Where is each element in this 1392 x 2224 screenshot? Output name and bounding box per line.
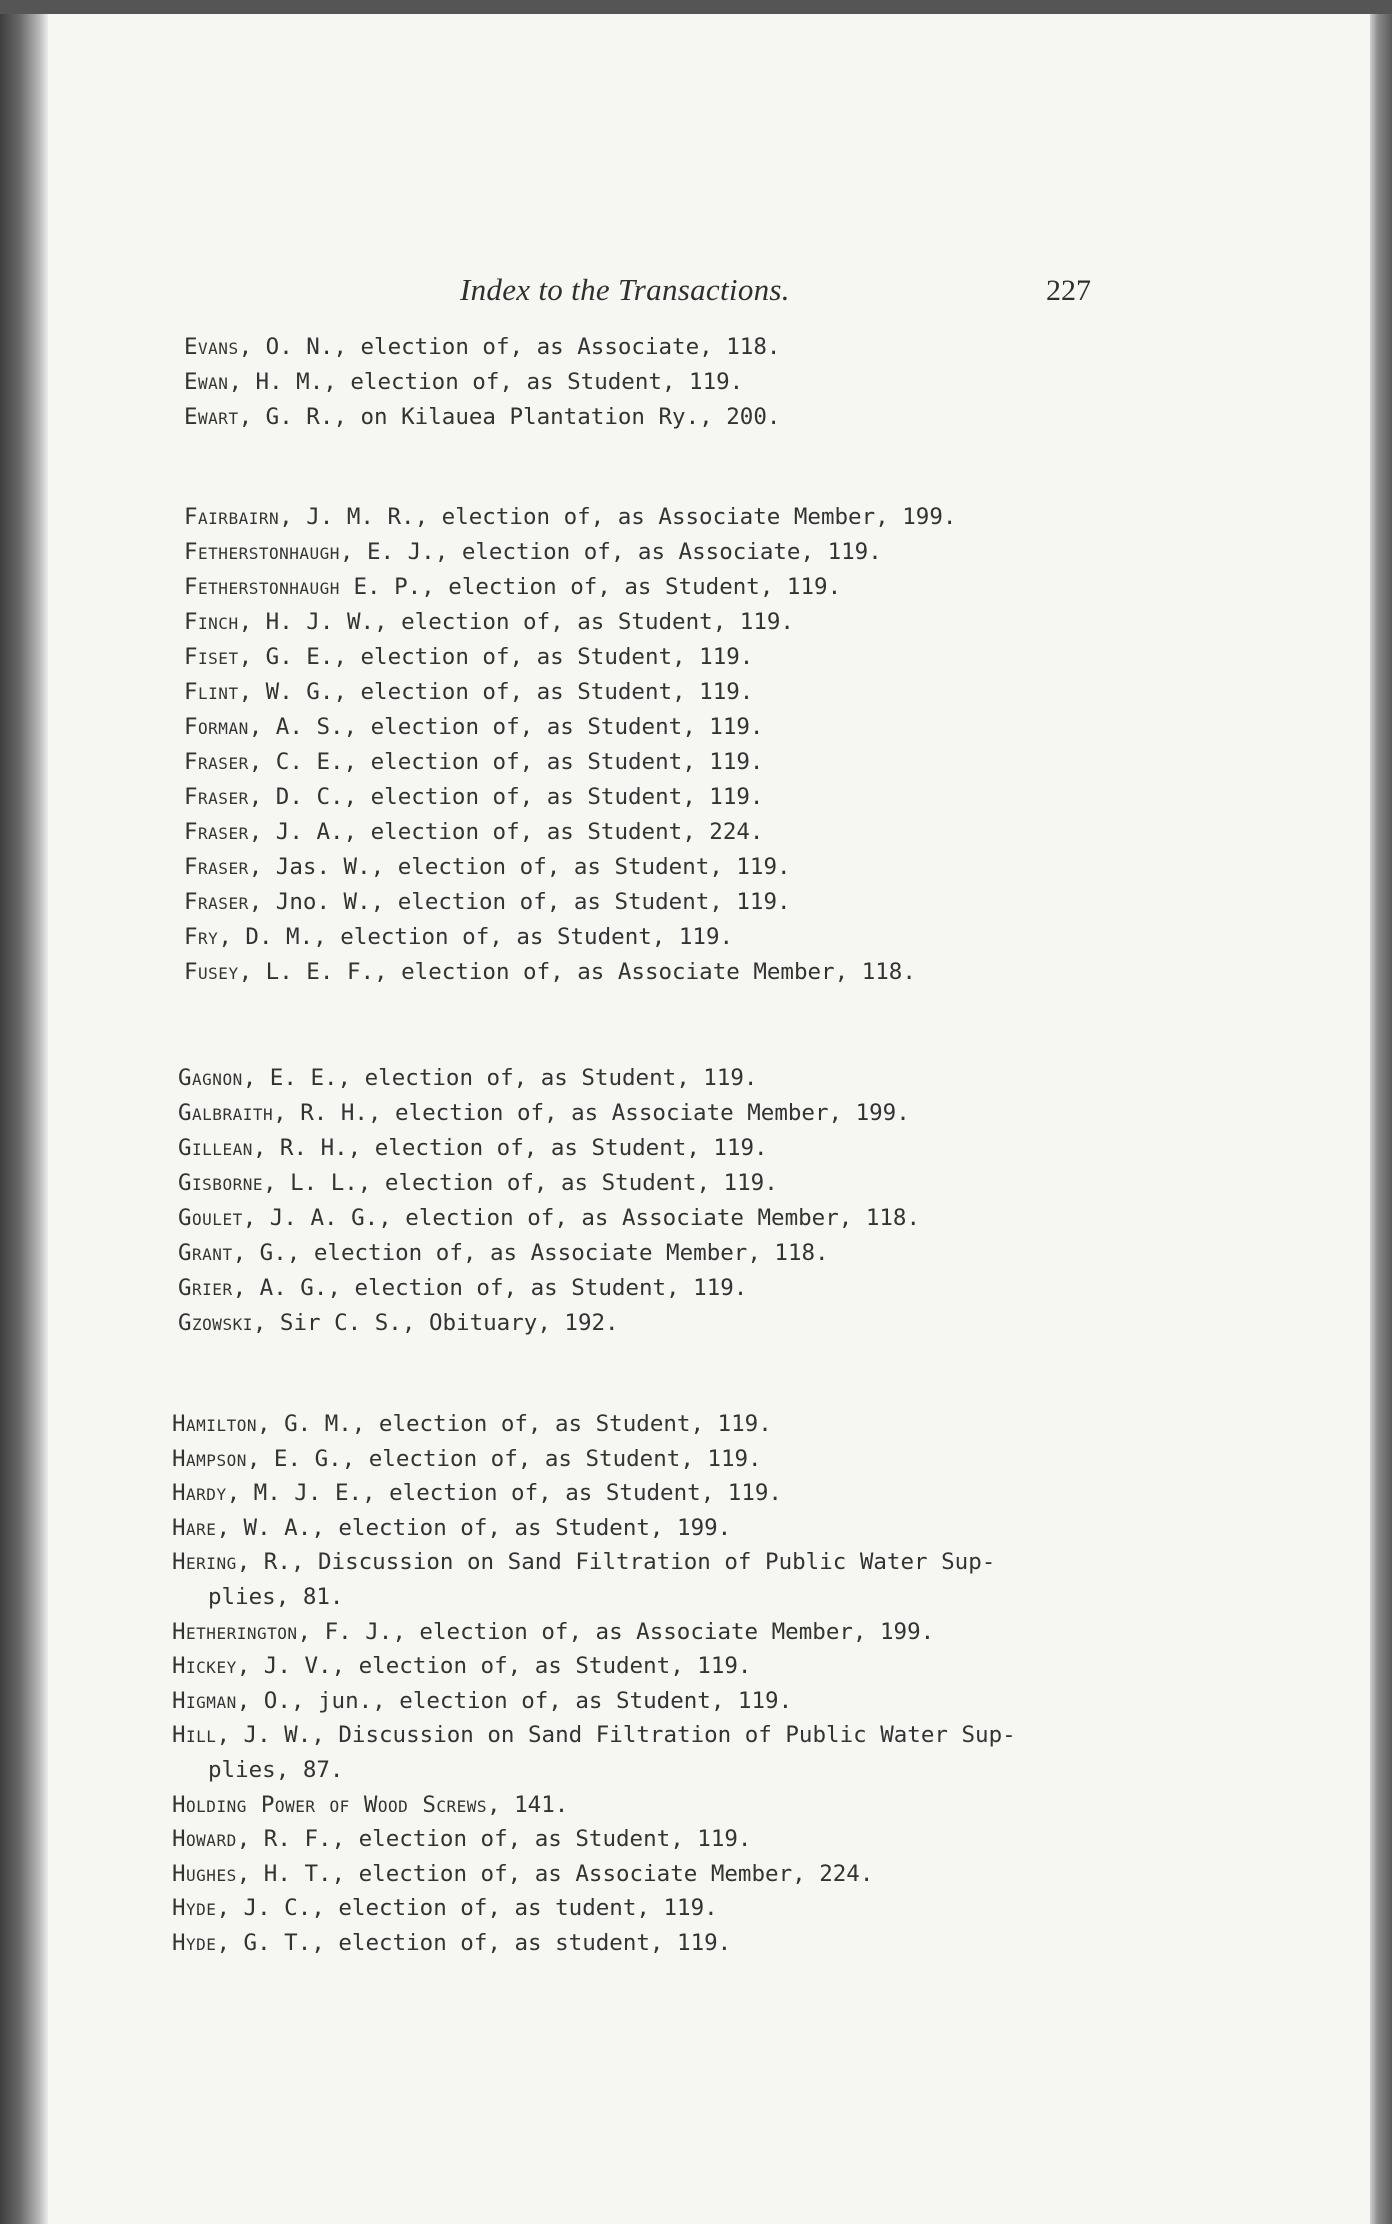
entry-name: Flint: [184, 679, 239, 705]
entry-text: , G. R., on Kilauea Plantation Ry., 200.: [238, 404, 781, 430]
entry-text: , H. M., election of, as Student, 119.: [228, 369, 744, 395]
index-entry: [184, 815, 1392, 850]
entry-text: , J. V., election of, as Student, 119.: [236, 1653, 752, 1680]
entry-text: , E. J., election of, as Associate, 119.: [339, 539, 882, 565]
entry-text: , G., election of, as Associate Member, 118.: [232, 1240, 829, 1266]
entry-name: Fraser: [184, 784, 249, 810]
entry-text: E. P., election of, as Student, 119.: [339, 574, 842, 600]
index-entry: [178, 1061, 1392, 1096]
index-entry: [184, 365, 1392, 400]
entry-text: , C. E., election of, as Student, 119.: [248, 749, 764, 775]
index-entry: [184, 640, 1392, 675]
index-entry: [172, 1891, 1392, 1926]
entry-name: Gagnon: [178, 1065, 243, 1091]
entry-name: Howard: [172, 1826, 237, 1853]
index-entry: [184, 570, 1392, 605]
entry-text: , E. G., election of, as Student, 119.: [246, 1445, 762, 1472]
index-entry: [172, 1684, 1392, 1719]
entry-name: Grant: [178, 1240, 233, 1266]
scan-top-border: [0, 0, 1392, 14]
index-entry: [184, 920, 1392, 955]
entry-name: Ewan: [184, 369, 229, 395]
entry-name: Fraser: [184, 749, 249, 775]
entry-name: Gillean: [178, 1135, 253, 1161]
entry-name: Hill: [172, 1722, 217, 1749]
entry-text: , W. G., election of, as Student, 119.: [238, 679, 754, 705]
entry-name: Fraser: [184, 819, 249, 845]
book-spine-shadow: [0, 14, 48, 2224]
index-entry: [172, 1857, 1392, 1892]
entry-name: Gzowski: [178, 1310, 253, 1336]
index-entry: [172, 1442, 1392, 1477]
entry-text: , J. W., Discussion on Sand Filtration of Public Water Sup-: [216, 1722, 1016, 1749]
entry-text: , J. A., election of, as Student, 224.: [248, 819, 764, 845]
entry-text: , 141.: [487, 1791, 569, 1818]
book-page: [48, 14, 1370, 2224]
entry-name: Hering: [172, 1549, 237, 1576]
entry-name: Finch: [184, 609, 239, 635]
entry-text: , E. E., election of, as Student, 119.: [242, 1065, 758, 1091]
index-entry: [184, 850, 1392, 885]
entry-text: , G. T., election of, as student, 119.: [216, 1929, 732, 1956]
index-section-h: [172, 1407, 1392, 1961]
entry-text: , R. H., election of, as Student, 119.: [252, 1135, 768, 1161]
entry-text: , W. A., election of, as Student, 199.: [216, 1514, 732, 1541]
entry-name: Hyde: [172, 1895, 217, 1922]
entry-text: , A. G., election of, as Student, 119.: [232, 1275, 748, 1301]
entry-name: Hickey: [172, 1653, 237, 1680]
index-entry: [184, 400, 1392, 435]
index-entry: [184, 500, 1392, 535]
entry-text: , F. J., election of, as Associate Member, 199.: [297, 1618, 935, 1645]
index-entry: [184, 710, 1392, 745]
index-section-e: [184, 330, 1392, 435]
entry-text: , J. M. R., election of, as Associate Member, 199.: [279, 504, 957, 530]
index-entry: [172, 1476, 1392, 1511]
index-entry: [172, 1545, 1112, 1614]
index-entry: [184, 675, 1392, 710]
entry-text: , R. H., election of, as Associate Member, 199.: [273, 1100, 910, 1126]
entry-text: , Jas. W., election of, as Student, 119.: [248, 854, 791, 880]
entry-name: Fraser: [184, 889, 249, 915]
index-entry: [172, 1615, 1392, 1650]
index-entry: [172, 1822, 1392, 1857]
entry-name: Hughes: [172, 1860, 237, 1887]
index-entry: [178, 1096, 1392, 1131]
index-section-g: [178, 1061, 1392, 1341]
entry-name: Grier: [178, 1275, 233, 1301]
entry-name: Hampson: [172, 1445, 247, 1472]
page-number: 227: [1046, 274, 1091, 307]
index-entry: [184, 955, 1392, 990]
entry-name: Ewart: [184, 404, 239, 430]
entry-name: Hyde: [172, 1929, 217, 1956]
index-entry: [178, 1306, 1392, 1341]
index-entry: [178, 1236, 1392, 1271]
entry-text: , D. C., election of, as Student, 119.: [248, 784, 764, 810]
entry-text: , D. M., election of, as Student, 119.: [218, 924, 734, 950]
entry-name: Hardy: [172, 1480, 227, 1507]
entry-name: Galbraith: [178, 1100, 274, 1126]
running-head: [48, 272, 1370, 312]
index-entry: [178, 1201, 1392, 1236]
index-entry: [184, 745, 1392, 780]
entry-name: Gisborne: [178, 1170, 263, 1196]
entry-text: , O., jun., election of, as Student, 119.: [236, 1687, 793, 1714]
entry-text: , G. E., election of, as Student, 119.: [238, 644, 754, 670]
entry-name: Fry: [184, 924, 219, 950]
entry-name: Hetherington: [172, 1618, 298, 1645]
entry-name: Higman: [172, 1687, 237, 1714]
index-section-f: [184, 500, 1392, 990]
index-entry: [172, 1511, 1392, 1546]
entry-name: Hamilton: [172, 1411, 257, 1437]
index-entry: [172, 1407, 1392, 1442]
entry-text: , J. C., election of, as tudent, 119.: [216, 1895, 718, 1922]
entry-text: , M. J. E., election of, as Student, 119.: [226, 1480, 782, 1507]
index-entry: [178, 1166, 1392, 1201]
index-entry: [172, 1926, 1392, 1961]
entry-name: Fusey: [184, 959, 239, 985]
running-title: Index to the Transactions.: [460, 272, 790, 307]
entry-text: , Jno. W., election of, as Student, 119.: [248, 889, 791, 915]
index-entry: [172, 1649, 1392, 1684]
entry-text: , L. E. F., election of, as Associate Member, 118.: [238, 959, 916, 985]
entry-name: Fiset: [184, 644, 239, 670]
entry-text: , H. J. W., election of, as Student, 119.: [238, 609, 794, 635]
entry-name: Fetherstonhaugh: [184, 574, 340, 600]
index-entry: [178, 1131, 1392, 1166]
entry-continuation: plies, 87.: [208, 1756, 344, 1783]
entry-name: Fetherstonhaugh: [184, 539, 340, 565]
entry-name: Fraser: [184, 854, 249, 880]
index-entry: [184, 330, 1392, 365]
entry-name: Evans: [184, 334, 239, 360]
entry-text: , J. A. G., election of, as Associate Member, 118.: [242, 1205, 921, 1231]
entry-text: , Sir C. S., Obituary, 192.: [252, 1310, 619, 1336]
entry-text: , H. T., election of, as Associate Member, 224.: [236, 1860, 874, 1887]
entry-name: Hare: [172, 1514, 217, 1541]
index-entry: [172, 1788, 1392, 1823]
entry-name: Fairbairn: [184, 504, 280, 530]
index-entry: [184, 535, 1392, 570]
entry-text: , R. F., election of, as Student, 119.: [236, 1826, 752, 1853]
entry-name: Goulet: [178, 1205, 243, 1231]
entry-text: , L. L., election of, as Student, 119.: [262, 1170, 778, 1196]
index-entry: [184, 885, 1392, 920]
entry-text: , R., Discussion on Sand Filtration of Public Water Sup-: [236, 1549, 996, 1576]
entry-text: , O. N., election of, as Associate, 118.: [238, 334, 781, 360]
index-entry: [178, 1271, 1392, 1306]
entry-name: Holding Power of Wood Screws: [172, 1791, 488, 1818]
entry-text: , G. M., election of, as Student, 119.: [256, 1411, 772, 1437]
entry-continuation: plies, 81.: [208, 1583, 344, 1610]
entry-text: , A. S., election of, as Student, 119.: [248, 714, 764, 740]
index-entry: [184, 780, 1392, 815]
entry-name: Forman: [184, 714, 249, 740]
index-entry: [172, 1718, 1112, 1787]
index-entry: [184, 605, 1392, 640]
